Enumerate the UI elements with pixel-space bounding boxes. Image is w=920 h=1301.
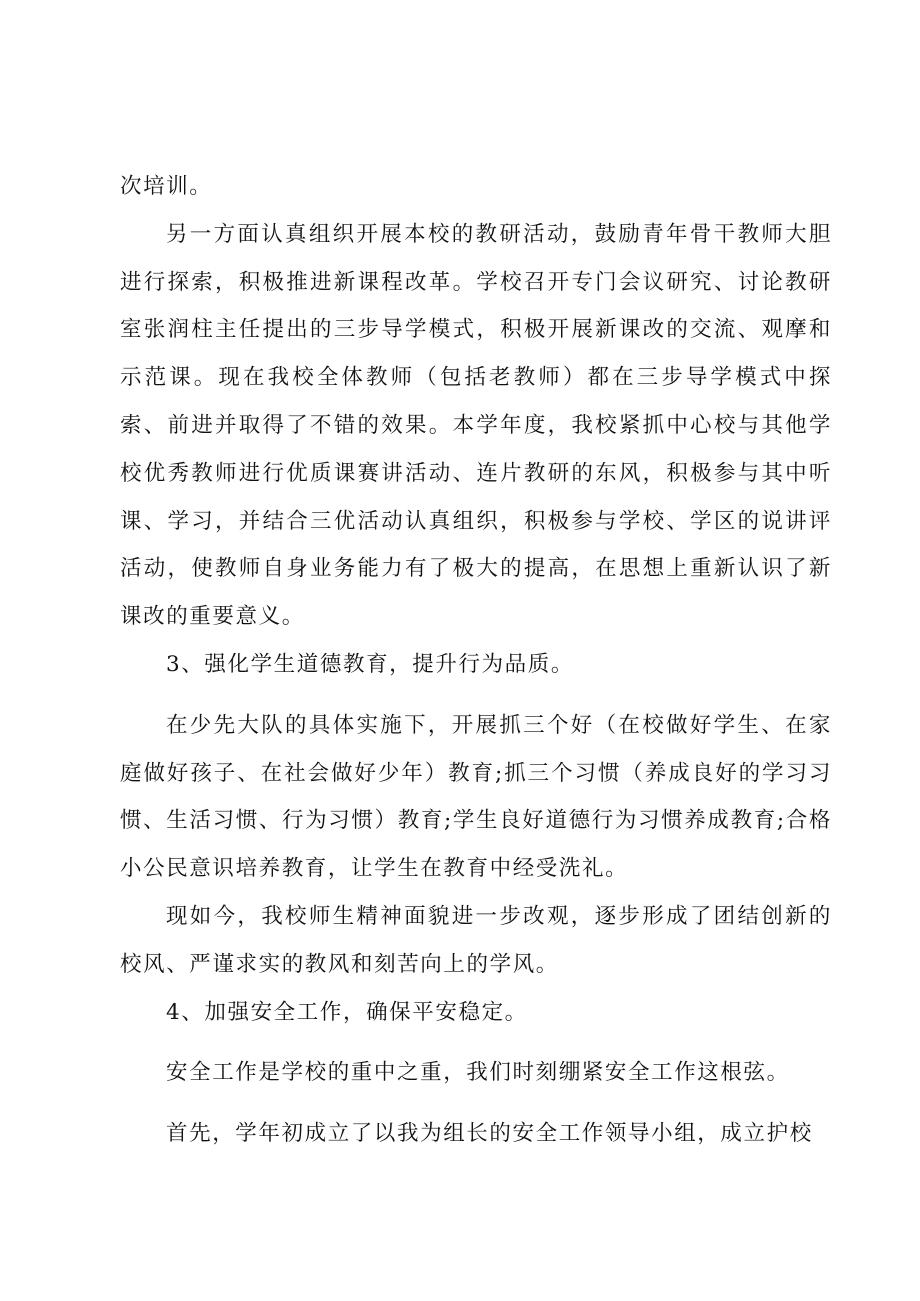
document-body — [120, 163, 832, 1158]
paragraph-moral-education: 在少先大队的具体实施下，开展抓三个好（在校做好学生、在家庭做好孩子、在社会做好少年）教育;抓三个习惯（养成良好的学习习惯、生活习惯、行为习惯）教育;学生良好道德行为习惯养成教育;合格小公民意识培养教育，让学生在教育中经受洗礼。 — [120, 712, 832, 882]
paragraph-school-spirit: 现如今，我校师生精神面貌进一步改观，逐步形成了团结创新的校风、严谨求实的教风和刻苦向上的学风。 — [120, 903, 832, 977]
section-heading-3: 3、强化学生道德教育，提升行为品质。 — [166, 651, 574, 677]
paragraph-safety-first: 首先，学年初成立了以我为组长的安全工作领导小组，成立护校 — [166, 1121, 813, 1147]
paragraph-safety-intro: 安全工作是学校的重中之重，我们时刻绷紧安全工作这根弦。 — [166, 1060, 790, 1086]
section-heading-4: 4、加强安全工作，确保平安稳定。 — [166, 999, 528, 1025]
paragraph-teaching-research: 另一方面认真组织开展本校的教研活动，鼓励青年骨干教师大胆进行探索，积极推进新课程改革。学校召开专门会议研究、讨论教研室张润柱主任提出的三步导学模式，积极开展新课改的交流、观摩和示范课。现在我校全体教师（包括老教师）都在三步导学模式中探索、前进并取得了不错的效果。本学年度，我校紧抓中心校与其他学校优秀教师进行优质课赛讲活动、连片教研的东风，积极参与其中听课、学习，并结合三优活动认真组织，积极参与学校、学区的说讲评活动，使教师自身业务能力有了极大的提高，在思想上重新认识了新课改的重要意义。 — [120, 221, 832, 630]
paragraph-continuation: 次培训。 — [120, 174, 213, 199]
